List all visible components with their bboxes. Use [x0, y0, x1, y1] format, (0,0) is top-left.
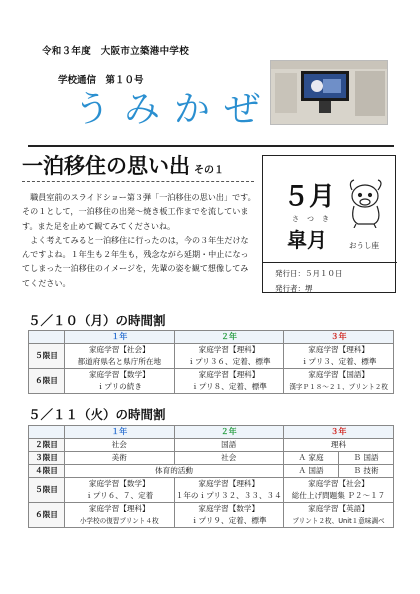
zodiac-caption: おうし座: [349, 241, 379, 250]
year-2-header: ２年: [174, 426, 284, 439]
lesson-cell: 家庭学習【理科】 小学校の復習プリント４枚: [65, 503, 175, 528]
lesson-cell: 家庭学習【社会】 都道府県名と県庁所在地: [65, 344, 175, 369]
lesson-cell: Ｂ 技術: [339, 465, 394, 478]
article-paragraph: 職員室前のスライドショー第３弾「一泊移住の思い出」です。その１として，一泊移住の出発～焼き板工作までを流しています。また足を止めて観てみてくださいね。: [22, 192, 256, 231]
title-underline: [22, 181, 254, 182]
article-body: [22, 190, 256, 290]
lesson-cell: 国語: [174, 439, 284, 452]
lesson-cell: Ｂ 国語: [339, 452, 394, 465]
slideshow-photo: [270, 60, 388, 125]
lesson-cell: 家庭学習【理科】 １年のｉプリ３２、３３、３４: [174, 478, 284, 503]
table-row: [29, 369, 394, 394]
article-paragraph: よく考えてみると一泊移住に行ったのは，今の３年生だけなんですよね。１年生も２年生も，残念ながら延期・中止になってしまった一泊移住のイメージを，先輩の姿を観て想像してみてください。: [22, 234, 249, 288]
period-label: ５限目: [29, 478, 65, 503]
lesson-cell: 家庭学習【理科】 ｉプリ３６、定着、標準: [174, 344, 284, 369]
month-label: ５月: [283, 182, 336, 212]
schedule-title-tuesday: ５／１１（火）の時間割: [28, 407, 166, 422]
ox-illustration-icon: [344, 176, 390, 228]
lesson-cell: 家庭学習【社会】 総仕上げ問題集 Ｐ２～１７: [284, 478, 394, 503]
school-name: 令和３年度 大阪市立築港中学校: [42, 46, 190, 57]
lesson-cell: 家庭学習【理科】 ｉプリ３、定着、標準: [284, 344, 394, 369]
lesson-cell: 家庭学習【理科】 ｉプリ８、定着、標準: [174, 369, 284, 394]
lesson-cell: Ａ 家庭: [284, 452, 339, 465]
period-label: ２限目: [29, 439, 65, 452]
month-name: 皐月: [287, 228, 327, 252]
table-row: [29, 478, 394, 503]
period-label: ６限目: [29, 503, 65, 528]
table-row: [29, 452, 394, 465]
timetable-monday: [28, 330, 394, 394]
timetable-header-row: [29, 426, 394, 439]
lesson-cell: 家庭学習【英語】 プリント２枚、Unit１意味調べ: [284, 503, 394, 528]
issue-number: 学校通信 第１０号: [58, 75, 144, 86]
period-label: ４限目: [29, 465, 65, 478]
year-3-header: ３年: [284, 426, 394, 439]
lesson-cell: 体育的活動: [65, 465, 284, 478]
lesson-cell: 理科: [284, 439, 394, 452]
year-3-header: ３年: [284, 331, 394, 344]
article-title-suffix: その１: [194, 165, 224, 176]
year-1-header: １年: [65, 331, 175, 344]
corner-cell: [29, 331, 65, 344]
issue-date: 発行日：５月１０日: [275, 269, 343, 278]
lesson-cell: 家庭学習【国語】 漢字Ｐ１８～２１、プリント２枚: [284, 369, 394, 394]
lesson-cell: 社会: [174, 452, 284, 465]
publisher: 発行者：堺: [275, 284, 313, 293]
lesson-cell: 社会: [65, 439, 175, 452]
period-label: ５限目: [29, 344, 65, 369]
header-divider: [28, 145, 394, 147]
period-label: ６限目: [29, 369, 65, 394]
year-2-header: ２年: [174, 331, 284, 344]
table-row: [29, 465, 394, 478]
calendar-divider: [262, 262, 397, 263]
lesson-cell: 家庭学習【数学】 ｉプリ９、定着、標準: [174, 503, 284, 528]
lesson-cell: 家庭学習【数学】 ｉプリの続き: [65, 369, 175, 394]
masthead-title: うみかぜ: [74, 89, 275, 130]
timetable-tuesday: [28, 425, 394, 528]
timetable-header-row: [29, 331, 394, 344]
period-label: ３限目: [29, 452, 65, 465]
lesson-cell: Ａ 国語: [284, 465, 339, 478]
schedule-title-monday: ５／１０（月）の時間割: [28, 313, 166, 328]
month-reading: さつき: [292, 215, 337, 223]
lesson-cell: 家庭学習【数学】 ｉプリ６、７、定着: [65, 478, 175, 503]
corner-cell: [29, 426, 65, 439]
article-title: 一泊移住の思い出 その１: [22, 154, 224, 178]
table-row: [29, 503, 394, 528]
lesson-cell: 美術: [65, 452, 175, 465]
table-row: [29, 439, 394, 452]
year-1-header: １年: [65, 426, 175, 439]
table-row: [29, 344, 394, 369]
